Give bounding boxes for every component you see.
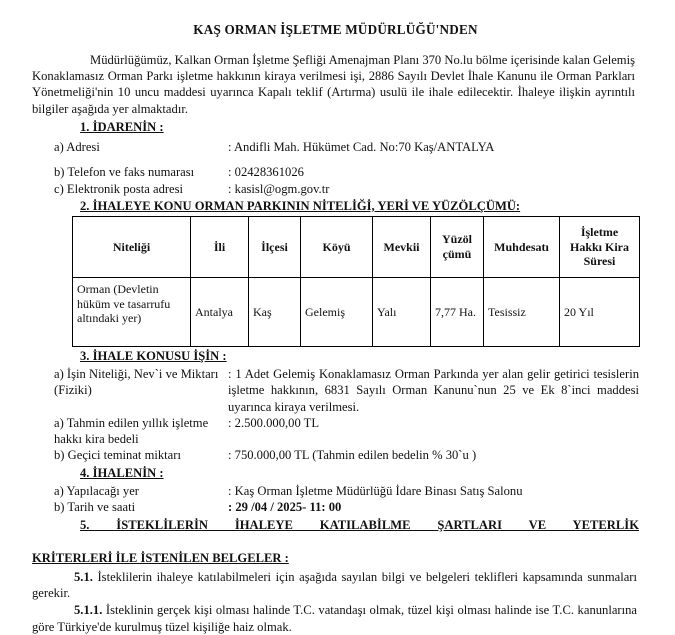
section-5-heading-line-1: 5. İSTEKLİLERİN İHALEYE KATILABİLME ŞARTLARI VE YETERLİK <box>80 518 639 533</box>
park-details-table <box>72 216 640 347</box>
temporary-guarantee-label: b) Geçici teminat miktarı <box>54 448 181 463</box>
clause-5-1-text: İsteklilerin ihaleye katılabilmeleri için aşağıda sayılan bilgi ve belgeleri teklifleri kapsamında sunmaları gerekir. <box>32 569 637 600</box>
td-ilcesi: Kaş <box>249 277 301 346</box>
email-row <box>32 181 639 197</box>
address-row <box>32 139 639 155</box>
section-5-heading-line-2: KRİTERLERİ İLE İSTENİLEN BELGELER : <box>32 551 289 566</box>
td-muhdesati: Tesissiz <box>484 277 560 346</box>
td-mevkii: Yalı <box>373 277 431 346</box>
tender-datetime-label: b) Tarih ve saati <box>54 500 136 514</box>
th-koyu: Köyü <box>301 216 373 277</box>
tender-place-label: a) Yapılacağı yer <box>54 483 139 498</box>
clause-5-1-1 <box>32 602 639 635</box>
section-1-heading-text: 1. İDARENİN : <box>80 120 164 135</box>
work-nature-row <box>32 366 639 415</box>
section-2-heading-text: 2. İHALEYE KONU ORMAN PARKININ NİTELİĞİ, YERİ VE YÜZÖLÇÜMÜ: <box>80 198 521 213</box>
annual-rent-row <box>32 415 639 448</box>
clause-5-1-number: 5.1. <box>74 569 93 584</box>
address-label: a) Adresi <box>54 140 100 155</box>
th-niteligi: Niteliği <box>73 216 191 277</box>
td-ili: Antalya <box>191 277 249 346</box>
clause-5-1-1-text: İsteklinin gerçek kişi olması halinde T.C. vatandaşı olmak, tüzel kişi olması halinde ise T.C. kanunlarına göre Türkiye'de kurulmuş tüzel kişiliğe haiz olmak. <box>32 603 637 634</box>
email-value: : kasisl@ogm.gov.tr <box>228 181 330 196</box>
work-nature-label: a) İşin Niteliği, Nev`i ve Miktarı (Fiziki) <box>54 366 219 398</box>
clause-5-1 <box>32 569 639 602</box>
table-header-row <box>73 216 640 277</box>
section-4-heading-text: 4. İHALENİN : <box>80 465 164 480</box>
annual-rent-value: : 2.500.000,00 TL <box>228 415 320 430</box>
temporary-guarantee-value: : 750.000,00 TL (Tahmin edilen bedelin % 30`u ) <box>228 448 477 463</box>
table-row <box>73 277 640 346</box>
page-title: KAŞ ORMAN İŞLETME MÜDÜRLÜĞÜ'NDEN <box>193 22 478 37</box>
section-1-heading <box>32 119 639 135</box>
phone-label: b) Telefon ve faks numarası <box>54 165 195 180</box>
th-ili: İli <box>191 216 249 277</box>
annual-rent-label: a) Tahmin edilen yıllık işletme hakkı kira bedeli <box>54 415 209 447</box>
phone-row <box>32 164 639 180</box>
intro-paragraph: Müdürlüğümüz, Kalkan Orman İşletme Şefliği Amenajman Planı 370 No.lu bölme içerisinde kalan Gelemiş Konaklamasız Orman Parkı işletme hakkının kiraya verilmesi işi, 2886 Sayılı Devlet İhale Kanunu ile Orman Parkları Yönetmeliği'nin 10 uncu maddesi uyarınca Kapalı teklif (Artırma) usulü ile ihale edilecektir. İhaleye ilişkin ayrıntılı bilgiler aşağıda yer almaktadır. <box>32 52 635 116</box>
td-kira-suresi: 20 Yıl <box>560 277 640 346</box>
section-3-heading <box>32 348 639 364</box>
section-3-heading-text: 3. İHALE KONUSU İŞİN : <box>80 348 227 363</box>
th-mevkii: Mevkii <box>373 216 431 277</box>
address-value: : Andifli Mah. Hükümet Cad. No:70 Kaş/ANTALYA <box>228 140 495 155</box>
th-kira-suresi: İşletme Hakkı Kira Süresi <box>560 216 640 277</box>
section-4-heading <box>32 465 639 481</box>
email-label: c) Elektronik posta adresi <box>54 181 184 196</box>
th-yuzolcumu: Yüzöl çümü <box>431 216 484 277</box>
tender-place-row <box>32 483 639 499</box>
tender-datetime-value: : 29 /04 / 2025- 11: 00 <box>228 500 342 514</box>
tender-place-value: : Kaş Orman İşletme Müdürlüğü İdare Binası Satış Salonu <box>228 483 523 498</box>
th-ilcesi: İlçesi <box>249 216 301 277</box>
section-5-heading <box>32 517 639 566</box>
temporary-guarantee-row <box>32 447 639 463</box>
td-yuzolcumu: 7,77 Ha. <box>431 277 484 346</box>
phone-value: : 02428361026 <box>228 165 304 180</box>
section-2-heading <box>32 198 639 214</box>
tender-datetime-row <box>32 499 639 515</box>
td-koyu: Gelemiş <box>301 277 373 346</box>
clause-5-1-1-number: 5.1.1. <box>74 603 103 618</box>
work-nature-value: : 1 Adet Gelemiş Konaklamasız Orman Parkında yer alan gelir getirici tesislerin işletme hakkının, 6831 Sayılı Orman Kanunu`nun 25 ve Ek 8`inci maddesi uyarınca kiraya verilmesi. <box>228 366 639 414</box>
td-niteligi: Orman (Devletin hüküm ve tasarrufu altındaki yer) <box>73 277 191 346</box>
th-muhdesati: Muhdesatı <box>484 216 560 277</box>
